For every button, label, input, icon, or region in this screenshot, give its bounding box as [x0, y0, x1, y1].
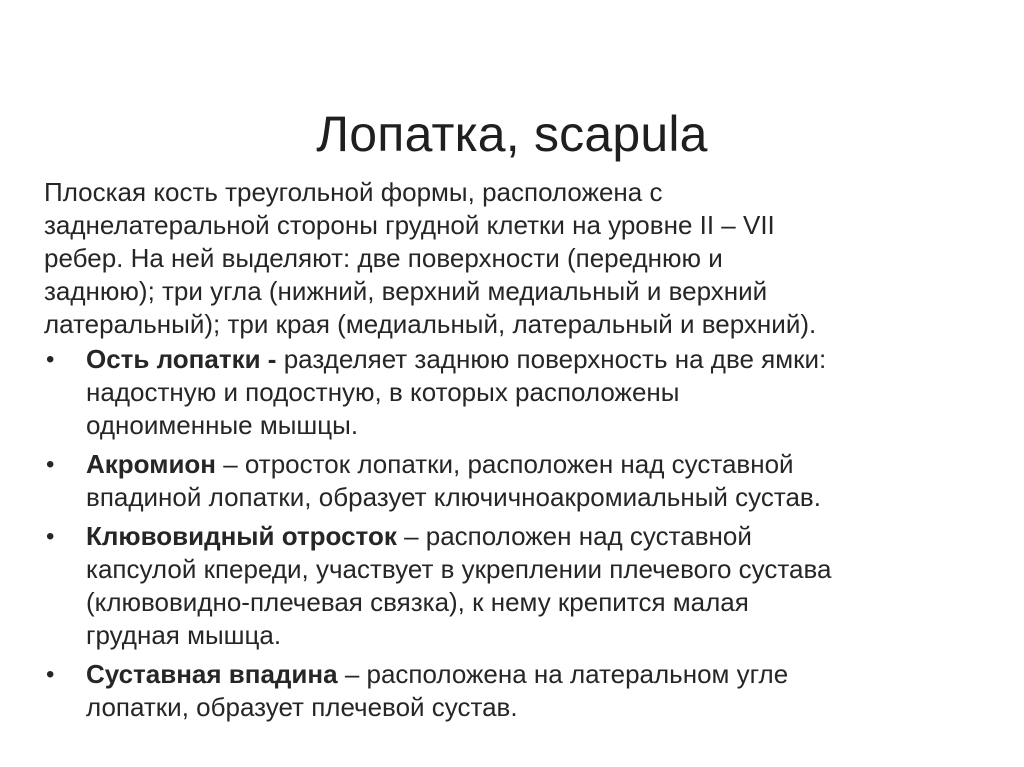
bullet-text: – отросток лопатки, расположен над суставной	[216, 449, 794, 479]
bullet-text: разделяет заднюю поверхность на две ямки:	[276, 344, 827, 374]
bullet-line: лопатки, образует плечевой сустав.	[86, 692, 518, 722]
bullet-term: Клювовидный отросток	[86, 521, 397, 551]
bullet-line: капсулой кпереди, участвует в укреплении плечевого сустава	[86, 554, 832, 584]
slide-content	[44, 176, 994, 724]
bullet-item-spine	[44, 343, 994, 442]
bullet-text: – расположен над суставной	[396, 521, 752, 551]
intro-line: заднелатеральной стороны грудной клетки на уровне II – VII	[44, 210, 775, 240]
bullet-line	[86, 448, 994, 481]
bullet-text: – расположена на латеральном угле	[337, 659, 789, 689]
bullet-line	[86, 520, 994, 553]
intro-line: ребер. На ней выделяют: две поверхности (переднюю и	[44, 243, 723, 273]
bullet-term: Ость лопатки -	[86, 344, 277, 374]
intro-line: Плоская кость треугольной формы, расположена с	[44, 177, 663, 207]
bullet-line	[86, 658, 994, 691]
intro-line: заднюю); три угла (нижний, верхний медиальный и верхний	[44, 276, 768, 306]
bullet-line: (клювовидно-плечевая связка), к нему крепится малая	[86, 587, 749, 617]
bullet-line	[86, 343, 994, 376]
bullet-line: одноименные мышцы.	[86, 410, 359, 440]
bullet-item-glenoid	[44, 658, 994, 724]
bullet-item-coracoid	[44, 520, 994, 652]
bullet-term: Суставная впадина	[86, 659, 338, 689]
bullet-item-acromion	[44, 448, 994, 514]
bullet-icon: •	[46, 661, 55, 688]
bullet-list	[44, 343, 994, 724]
bullet-icon: •	[46, 523, 55, 550]
slide-title: Лопатка, scapula	[316, 105, 708, 162]
bullet-icon: •	[46, 346, 55, 373]
intro-paragraph	[44, 176, 994, 341]
bullet-line: надостную и подостную, в которых расположены	[86, 377, 680, 407]
bullet-line: впадиной лопатки, образует ключичноакромиальный сустав.	[86, 482, 821, 512]
bullet-icon: •	[46, 451, 55, 478]
intro-line: латеральный); три края (медиальный, латеральный и верхний).	[44, 309, 817, 339]
bullet-term: Акромион	[86, 449, 217, 479]
bullet-line: грудная мышца.	[86, 620, 282, 650]
